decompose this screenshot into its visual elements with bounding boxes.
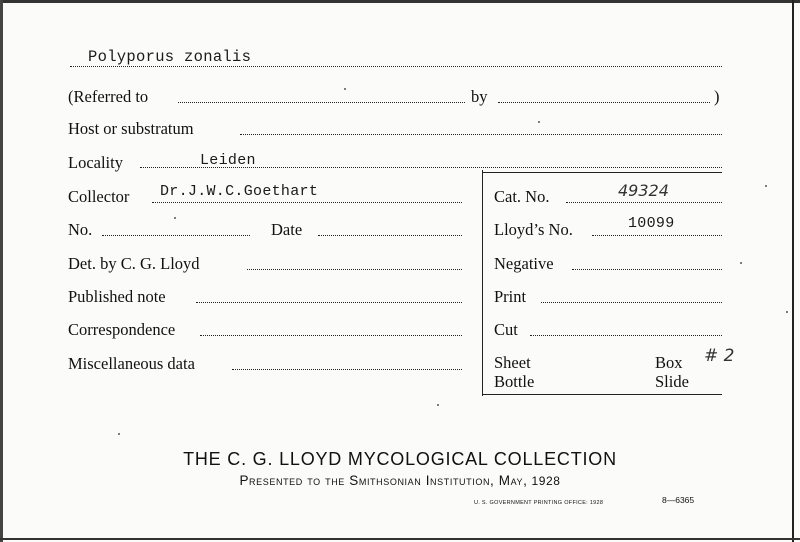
correspondence-label: Correspondence xyxy=(68,320,176,339)
published-note-label: Published note xyxy=(68,287,166,306)
published-note-line xyxy=(196,302,462,303)
lloyds-no-line xyxy=(592,235,722,236)
print-line xyxy=(541,302,722,303)
box-label: Box xyxy=(655,353,683,372)
det-by-line xyxy=(247,269,462,270)
date-line xyxy=(318,235,462,236)
catalog-box-top xyxy=(482,172,722,173)
form-number: 8—6365 xyxy=(662,495,695,505)
slide-label: Slide xyxy=(655,372,689,391)
miscellaneous-line xyxy=(232,369,462,370)
locality-label: Locality xyxy=(68,153,123,172)
date-label: Date xyxy=(271,220,303,239)
box-number-value: # 2 xyxy=(704,346,735,366)
bottle-label: Bottle xyxy=(494,372,535,391)
scan-speck xyxy=(538,121,540,123)
presented-line xyxy=(0,473,800,488)
collector-label: Collector xyxy=(68,187,130,206)
no-line xyxy=(102,235,250,236)
cut-label: Cut xyxy=(494,320,518,339)
collector-value: Dr.J.W.C.Goethart xyxy=(160,183,319,200)
negative-line xyxy=(572,269,722,270)
presented-year: 1928 xyxy=(531,474,561,488)
cat-no-label: Cat. No. xyxy=(494,187,550,206)
scan-speck xyxy=(344,88,346,90)
scan-speck xyxy=(437,404,439,406)
by-line xyxy=(498,102,710,103)
card-edge-top xyxy=(0,0,800,3)
cat-no-line xyxy=(566,202,722,203)
species-line xyxy=(70,66,722,67)
host-label: Host or substratum xyxy=(68,119,194,138)
close-paren: ) xyxy=(714,87,720,106)
correspondence-line xyxy=(200,335,462,336)
locality-value: Leiden xyxy=(200,152,256,169)
lloyds-no-label: Lloyd’s No. xyxy=(494,220,573,239)
card-edge-bottom xyxy=(0,538,800,540)
print-label: Print xyxy=(494,287,527,306)
no-label: No. xyxy=(68,220,93,239)
referred-to-label: (Referred to xyxy=(68,87,149,106)
collection-title: THE C. G. LLOYD MYCOLOGICAL COLLECTION xyxy=(183,449,617,469)
scan-speck xyxy=(118,433,120,435)
printer-imprint: U. S. GOVERNMENT PRINTING OFFICE: 1928 xyxy=(474,500,604,506)
referred-to-line xyxy=(178,102,465,103)
presented-text: Presented to the Smithsonian Institution, May, xyxy=(239,473,528,488)
det-by-label: Det. by C. G. Lloyd xyxy=(68,254,200,273)
catalog-box-border xyxy=(482,170,483,396)
scan-speck xyxy=(174,217,176,219)
species-name: Polyporus zonalis xyxy=(88,48,252,66)
scan-speck xyxy=(765,185,767,187)
by-label: by xyxy=(471,87,488,106)
catalog-box-bottom xyxy=(482,394,722,395)
scan-speck xyxy=(740,262,742,264)
collector-line xyxy=(152,202,462,203)
cat-no-value: 49324 xyxy=(618,181,669,200)
miscellaneous-label: Miscellaneous data xyxy=(68,354,195,373)
scan-speck xyxy=(786,311,788,313)
negative-label: Negative xyxy=(494,254,554,273)
host-line xyxy=(240,134,722,135)
cut-line xyxy=(530,335,722,336)
sheet-label: Sheet xyxy=(494,353,531,372)
lloyds-no-value: 10099 xyxy=(628,215,675,232)
